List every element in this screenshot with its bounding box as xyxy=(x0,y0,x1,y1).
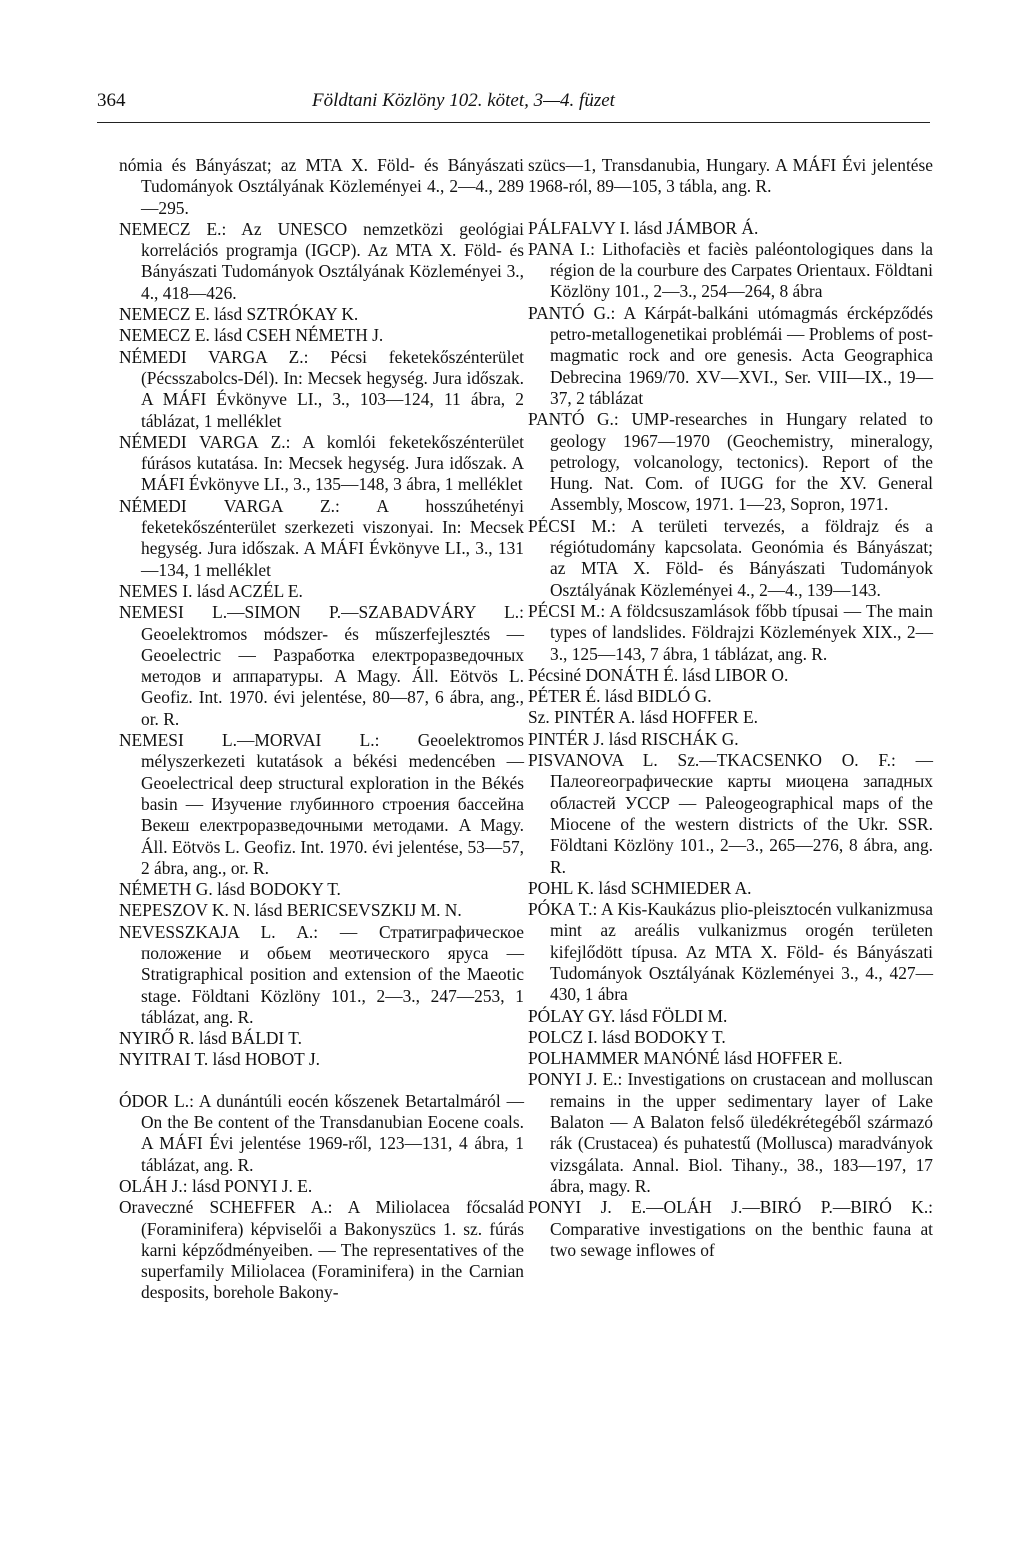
section-gap xyxy=(528,198,933,218)
bibliography-entry: NEMECZ E. lásd SZTRÓKAY K. xyxy=(119,304,359,325)
bibliography-entry: NYITRAI T. lásd HOBOT J. xyxy=(119,1049,320,1070)
bibliography-entry: POLHAMMER MANÓNÉ lásd HOFFER E. xyxy=(528,1048,843,1069)
bibliography-entry: PÓLAY GY. lásd FÖLDI M. xyxy=(528,1005,728,1026)
bibliography-entry: POHL K. lásd SCHMIEDER A. xyxy=(528,877,752,898)
bibliography-entry: Pécsiné DONÁTH É. lásd LIBOR O. xyxy=(528,664,789,685)
bibliography-entry: Oraveczné SCHEFFER A.: A Miliolacea főcsalád (Foraminifera) képviselői a Bakonyszücs 1. sz. fúrás karni képződményeiben. — The representatives of the superfamily Miliolacea (Foraminifera) in the Carnian desposits, borehole Bakony- xyxy=(119,1197,524,1303)
running-header xyxy=(97,90,930,114)
bibliography-entry: NÉMEDI VARGA Z.: Pécsi feketekőszénterület (Pécsszabolcs-Dél). In: Mecsek hegység. Jura időszak. A MÁFI Évkönyve LI., 3., 103—124, 11 ábra, 2 táblázat, 1 melléklet xyxy=(119,346,524,431)
bibliography-entry: nómia és Bányászat; az MTA X. Föld- és Bányászati Tudományok Osztályának Közleményei 4., 2—4., 289—295. xyxy=(119,155,524,218)
header-rule xyxy=(97,122,930,123)
bibliography-entry: Sz. PINTÉR A. lásd HOFFER E. xyxy=(528,707,758,728)
bibliography-entry: PÁLFALVY I. lásd JÁMBOR Á. xyxy=(528,217,759,238)
bibliography-entry: NEVESSZKAJA L. A.: — Стратиграфическое положение и обьем меотического яруса — Stratigraphical position and extension of the Maeotic stage. Földtani Közlöny 101., 2—3., 247—253, 1 táblázat, ang. R. xyxy=(119,921,524,1027)
running-title: Földtani Közlöny 102. kötet, 3—4. füzet xyxy=(312,90,615,111)
bibliography-entry: PINTÉR J. lásd RISCHÁK G. xyxy=(528,728,739,749)
bibliography-entry: NÉMEDI VARGA Z.: A komlói feketekőszénterület fúrásos kutatása. In: Mecsek hegység. Jura időszak. A MÁFI Évkönyve LI., 3., 135—148, 3 ábra, 1 melléklet xyxy=(119,431,524,495)
bibliography-entry: PÓKA T.: A Kis-Kaukázus plio-pleisztocén vulkanizmusa mint az areális vulkanizmus orogén területen kifejlődött típusa. Az MTA X. Föld- és Bányászati Tudományok Osztályának Közleményei 3., 4., 427—430, 1 ábra xyxy=(528,899,933,1005)
bibliography-entry: PÉCSI M.: A földcsuszamlások főbb típusai — The main types of landslides. Földrajzi Közlemények XIX., 2—3., 125—143, 7 ábra, 1 táblázat, ang. R. xyxy=(528,600,933,664)
section-gap xyxy=(119,1071,524,1091)
bibliography-entry: NEMESI L.—MORVAI L.: Geoelektromos mélyszerkezeti kutatások a békési medencében — Geoelectrical deep structural exploration in the Békés basin — Изучение глубинного строения бассейна Векеш електроразведочными методами. A Magy. Áll. Eötvös L. Geofiz. Int. 1970. évi jelentése, 53—57, 2 ábra, ang., or. R. xyxy=(119,730,524,878)
bibliography-entry: NEMES I. lásd ACZÉL E. xyxy=(119,580,303,601)
bibliography-entry: PANA I.: Lithofaciès et faciès paléontologiques dans la région de la courbure des Carpates Orientaux. Földtani Közlöny 101., 2—3., 254—264, 8 ábra xyxy=(528,238,933,302)
bibliography-entry: PISVANOVA L. Sz.—TKACSENKO O. F.: — Палеогеографические карты миоцена западных областей УССР — Paleogeographical maps of the Miocene of the western districts of the Ukr. SSR. Földtani Közlöny 101., 2—3., 265—276, 8 ábra, ang. R. xyxy=(528,750,933,877)
bibliography-entry: NÉMEDI VARGA Z.: A hosszúhetényi feketekőszénterület szerkezeti viszonyai. In: Mecsek hegység. Jura időszak. A MÁFI Évkönyve LI., 3., 131—134, 1 melléklet xyxy=(119,495,524,580)
bibliography-entry: POLCZ I. lásd BODOKY T. xyxy=(528,1026,726,1047)
bibliography-entry: PANTÓ G.: A Kárpát-balkáni utómagmás ércképződés petro-metallogenetikai problémái — Problems of post-magmatic rock and ore genesis. Acta Geographica Debrecina 1969/70. XV—XVI., Ser. VIII—IX., 19—37, 2 táblázat xyxy=(528,302,933,408)
bibliography-entry: NEMECZ E.: Az UNESCO nemzetközi geológiai korrelációs programja (IGCP). Az MTA X. Föld- és Bányászati Tudományok Osztályának Közleményei 3., 4., 418—426. xyxy=(119,218,524,303)
bibliography-entry: PONYI J. E.—OLÁH J.—BIRÓ P.—BIRÓ K.: Comparative investigations on the benthic fauna at two sewage inflowes of xyxy=(528,1197,933,1260)
bibliography-entry: PANTÓ G.: UMP-researches in Hungary related to geology 1967—1970 (Geochemistry, mineralogy, petrology, volcanology, tectonics). Report of the Hung. Nat. Com. of IUGG for the XV. General Assembly, Moscow, 1971. 1—23, Sopron, 1971. xyxy=(528,409,933,515)
bibliography-entry: NÉMETH G. lásd BODOKY T. xyxy=(119,879,341,900)
bibliography-entry: NEMECZ E. lásd CSEH NÉMETH J. xyxy=(119,325,384,346)
bibliography-entry: PÉCSI M.: A területi tervezés, a földrajz és a régiótudomány kapcsolata. Geonómia és Bányászat; az MTA X. Föld- és Bányászati Tudományok Osztályának Közleményei 4., 2—4., 139—143. xyxy=(528,515,933,600)
left-column xyxy=(119,155,524,1304)
bibliography-entry: NYIRŐ R. lásd BÁLDI T. xyxy=(119,1028,302,1049)
page-number: 364 xyxy=(97,90,126,111)
bibliography-entry: OLÁH J.: lásd PONYI J. E. xyxy=(119,1175,313,1196)
bibliography-entry: PÉTER É. lásd BIDLÓ G. xyxy=(528,686,712,707)
right-column xyxy=(528,155,933,1261)
bibliography-entry: ÓDOR L.: A dunántúli eocén kőszenek Betartalmáról — On the Be content of the Transdanubian Eocene coals. A MÁFI Évi jelentése 1969-ről, 123—131, 4 ábra, 1 táblázat, ang. R. xyxy=(119,1090,524,1175)
bibliography-entry: NEPESZOV K. N. lásd BERICSEVSZKIJ M. N. xyxy=(119,900,462,921)
bibliography-entry-continued: szücs—1, Transdanubia, Hungary. A MÁFI Évi jelentése 1968-ról, 89—105, 3 tábla, ang. R. xyxy=(528,155,933,197)
bibliography-entry: PONYI J. E.: Investigations on crustacean and molluscan remains in the upper sedimentary layer of Lake Balaton — A Balaton felső üledékrétegéből származó rák (Crustacea) és puhatestű (Mollusca) maradványok vizsgálata. Annal. Biol. Tihany., 38., 183—197, 17 ábra, magy. R. xyxy=(528,1069,933,1196)
bibliography-entry: NEMESI L.—SIMON P.—SZABADVÁRY L.: Geoelektromos módszer- és műszerfejlesztés — Geoelectric — Разработка електроразведочных методов и аппаратуры. A Magy. Áll. Eötvös L. Geofiz. Int. 1970. évi jelentése, 80—87, 6 ábra, ang., or. R. xyxy=(119,602,524,729)
